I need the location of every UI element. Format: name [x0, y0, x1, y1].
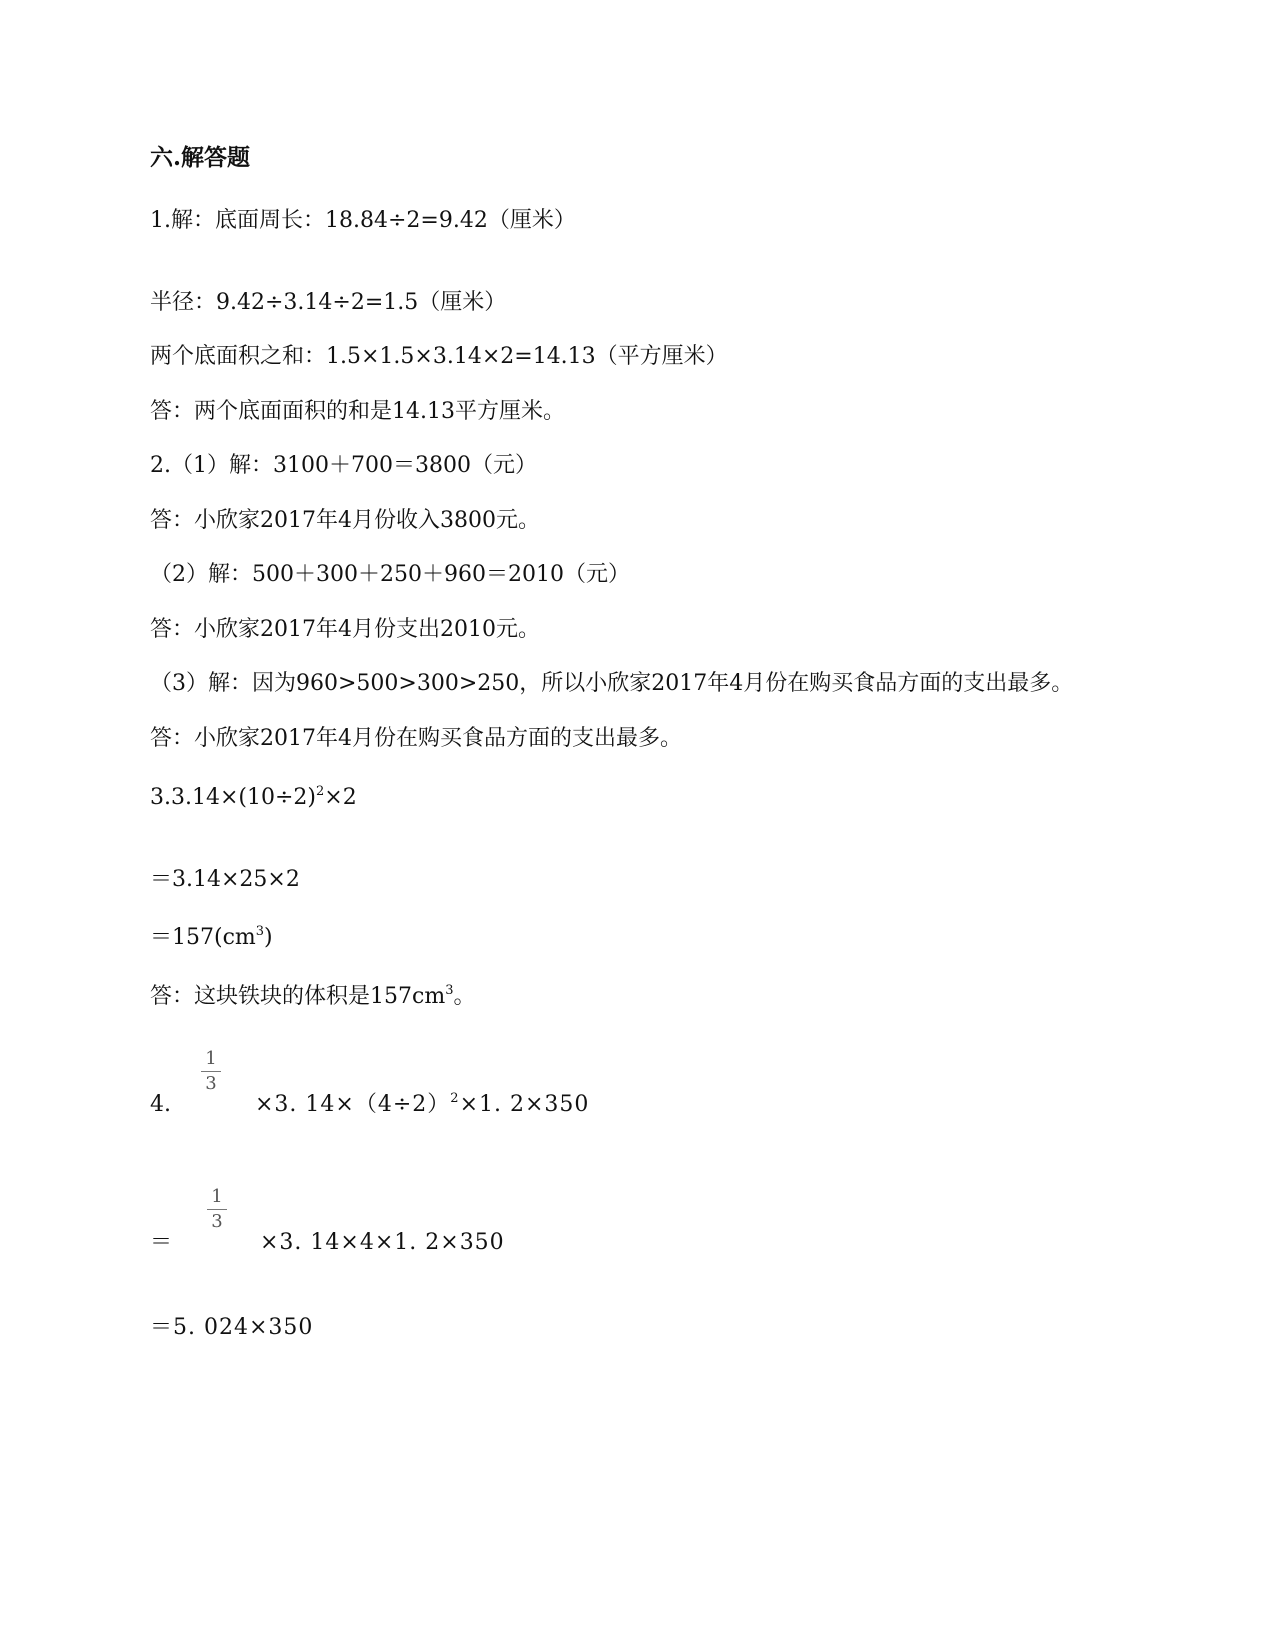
q3-step1-line: ＝3.14×25×2: [150, 867, 300, 892]
q4-step1-line: ×3. 14×4×1. 2×350: [260, 1230, 505, 1255]
q2-part1-line: 2.（1）解：3100＋700＝3800（元）: [150, 453, 537, 478]
q1-radius-line: 半径：9.42÷3.14÷2=1.5（厘米）: [150, 290, 507, 315]
q4-step1-fraction-numerator: 1: [211, 1186, 223, 1207]
q4-formula-text: ×3. 14×（4÷2）: [255, 1092, 451, 1117]
q2-part3-answer: 答：小欣家2017年4月份在购买食品方面的支出最多。: [150, 726, 682, 751]
q4-fraction-one-third: [198, 1048, 224, 1095]
q3-answer-line: [150, 983, 475, 1011]
q2-part2-line: （2）解：500＋300＋250＋960＝2010（元）: [150, 562, 630, 587]
q3-step2-text: ＝157(cm: [150, 925, 256, 950]
q1-perimeter-line: 1.解：底面周长：18.84÷2=9.42（厘米）: [150, 208, 576, 233]
q1-area-sum-line: 两个底面积之和：1.5×1.5×3.14×2=14.13（平方厘米）: [150, 344, 728, 369]
q3-answer-exponent: 3: [445, 983, 454, 998]
q3-step2-exponent: 3: [255, 924, 265, 939]
q1-answer-line: 答：两个底面面积的和是14.13平方厘米。: [150, 399, 565, 424]
q4-step1-prefix: ＝: [150, 1230, 173, 1255]
q3-answer-text: 答：这块铁块的体积是157cm: [150, 984, 446, 1009]
q4-formula-exponent: 2: [450, 1091, 460, 1106]
q3-formula-text: 3.3.14×(10÷2): [150, 785, 316, 810]
q4-formula-tail: ×1. 2×350: [459, 1092, 590, 1117]
q2-part1-answer: 答：小欣家2017年4月份收入3800元。: [150, 508, 540, 533]
q4-step1-fraction-denominator: 3: [211, 1211, 223, 1232]
q3-formula-tail: ×2: [324, 785, 357, 810]
q4-prefix: 4.: [150, 1092, 171, 1117]
q4-fraction-bar: [201, 1071, 221, 1072]
q3-step2-line: [150, 924, 273, 952]
q3-step2-tail: ): [264, 925, 273, 950]
q3-answer-tail: 。: [453, 984, 476, 1009]
q4-step2-line: ＝5. 024×350: [150, 1315, 314, 1340]
q3-formula-exponent: 2: [316, 784, 325, 799]
section-title: 六.解答题: [150, 144, 251, 171]
q4-fraction-numerator: 1: [205, 1048, 217, 1069]
q2-part3-line: （3）解：因为960>500>300>250，所以小欣家2017年4月份在购买食品方面的支出最多。: [150, 671, 1074, 696]
q2-part2-answer: 答：小欣家2017年4月份支出2010元。: [150, 617, 540, 642]
q4-fraction-denominator: 3: [205, 1073, 217, 1094]
q4-step1-fraction-one-third: [204, 1186, 230, 1233]
q3-formula-line: [150, 784, 357, 812]
q4-formula-line: [255, 1091, 589, 1119]
q4-step1-fraction-bar: [207, 1209, 227, 1210]
